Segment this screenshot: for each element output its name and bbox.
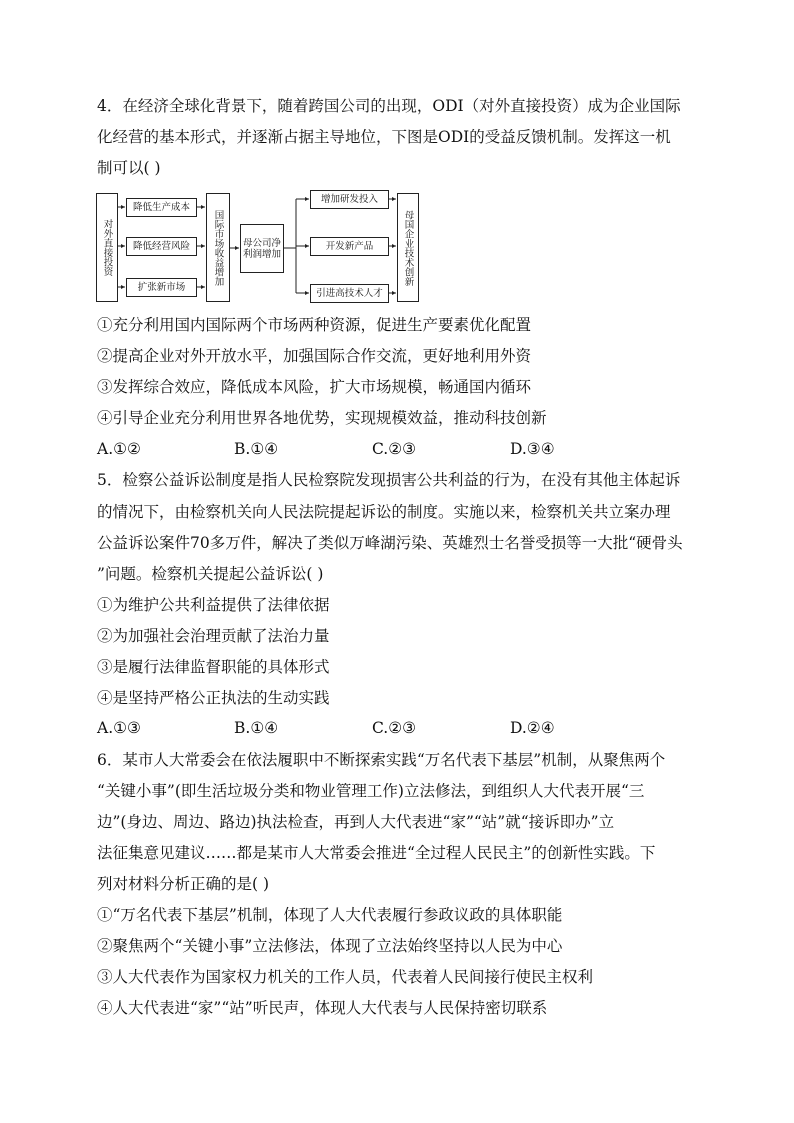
- q6-statement-3: ③人大代表作为国家权力机关的工作人员，代表着人民间接行使民主权利: [97, 968, 594, 986]
- box-branch-3: 扩张新市场: [126, 278, 197, 297]
- q4-options: [97, 440, 697, 462]
- q4-statement-3: ③发挥综合效应，降低成本风险，扩大市场规模，畅通国内循环: [97, 378, 532, 396]
- q5-statement-3: ③是履行法律监督职能的具体形式: [97, 658, 330, 676]
- q6-stem-line-3: 边”(身边、周边、路边)执法检查，再到人大代表进“家”“站”就“接诉即办”立: [97, 813, 615, 831]
- box-middle: 国际市场收益增加: [206, 193, 230, 302]
- q6-stem-line-4: 法征集意见建议……都是某市人大常委会推进“全过程人民民主”的创新性实践。下: [97, 844, 656, 862]
- q4-stem-line-1: 4．在经济全球化背景下，随着跨国公司的出现，ODI（对外直接投资）成为企业国际: [97, 97, 681, 115]
- box-branch-1: 降低生产成本: [126, 198, 197, 217]
- q4-statement-4: ④引导企业充分利用世界各地优势，实现规模效益，推动科技创新: [97, 409, 547, 427]
- q6-statement-1: ①“万名代表下基层”机制，体现了人大代表履行参政议政的具体职能: [97, 906, 563, 924]
- box-branch-2: 降低经营风险: [126, 237, 197, 256]
- q4-statement-2: ②提高企业对外开放水平，加强国际合作交流，更好地利用外资: [97, 347, 532, 365]
- q6-stem-line-1: 6．某市人大常委会在依法履职中不断探索实践“万名代表下基层”机制，从聚焦两个: [97, 751, 666, 769]
- box-action-2: 开发新产品: [310, 237, 389, 256]
- q5-statement-2: ②为加强社会治理贡献了法治力量: [97, 627, 330, 645]
- q5-stem-line-2: 的情况下，由检察机关向人民法院提起诉讼的制度。实施以来，检察机关共立案办理: [97, 503, 671, 521]
- q6-statement-2: ②聚焦两个“关键小事”立法修法，体现了立法始终坚持以人民为中心: [97, 937, 563, 955]
- q4-statement-1: ①充分利用国内国际两个市场两种资源，促进生产要素优化配置: [97, 316, 532, 334]
- q5-statement-1: ①为维护公共利益提供了法律依据: [97, 596, 330, 614]
- q5-options: [97, 719, 697, 741]
- q4-option-b[interactable]: B.①④: [234, 440, 279, 458]
- q4-stem-line-2: 化经营的基本形式，并逐渐占据主导地位，下图是ODI的受益反馈机制。发挥这一机: [97, 128, 671, 146]
- box-result: 母国企业技术创新: [397, 193, 419, 302]
- q6-statement-4: ④人大代表进“家”“站”听民声，体现人大代表与人民保持密切联系: [97, 999, 548, 1017]
- q5-stem-line-4: ”问题。检察机关提起公益诉讼( ): [97, 565, 324, 583]
- q5-option-a[interactable]: A.①③: [97, 719, 141, 737]
- q5-stem-line-3: 公益诉讼案件70多万件，解决了类似万峰湖污染、英雄烈士名誉受损等一大批“硬骨头: [97, 534, 683, 552]
- q6-stem-line-5: 列对材料分析正确的是( ): [97, 875, 270, 893]
- box-action-1: 增加研发投入: [310, 190, 389, 209]
- q5-option-b[interactable]: B.①④: [234, 719, 279, 737]
- q4-stem-line-3: 制可以( ): [97, 159, 161, 177]
- q5-stem-line-1: 5．检察公益诉讼制度是指人民检察院发现损害公共利益的行为，在没有其他主体起诉: [97, 471, 681, 489]
- q4-option-d[interactable]: D.③④: [510, 440, 555, 458]
- q5-statement-4: ④是坚持严格公正执法的生动实践: [97, 689, 330, 707]
- q5-option-c[interactable]: C.②③: [372, 719, 417, 737]
- q4-option-a[interactable]: A.①②: [97, 440, 141, 458]
- box-source: 对外直接投资: [96, 193, 118, 302]
- box-profit: 母公司净利润增加: [240, 224, 284, 273]
- q4-option-c[interactable]: C.②③: [372, 440, 417, 458]
- box-action-3: 引进高技术人才: [310, 284, 389, 303]
- q5-option-d[interactable]: D.②④: [510, 719, 555, 737]
- q6-stem-line-2: “关键小事”(即生活垃圾分类和物业管理工作)立法修法，到组织人大代表开展“三: [97, 782, 645, 800]
